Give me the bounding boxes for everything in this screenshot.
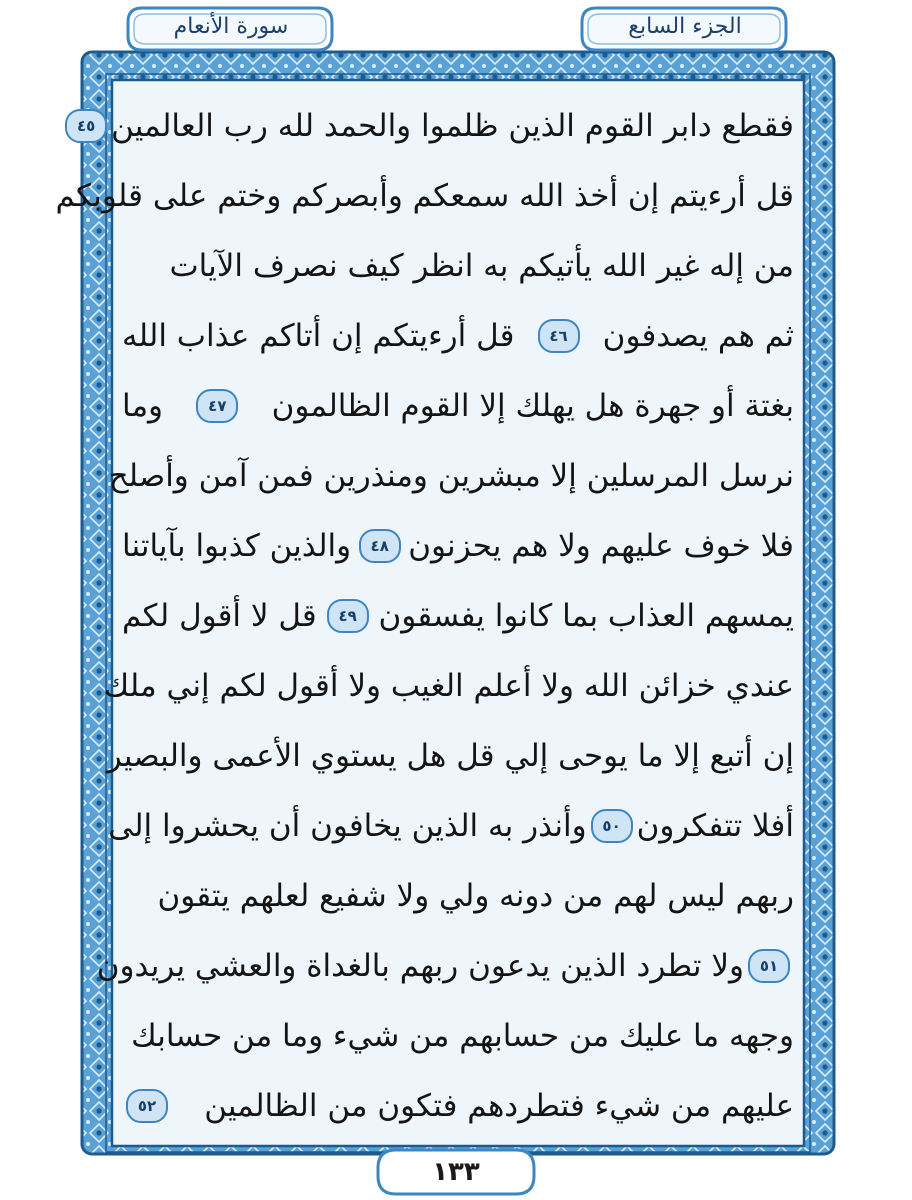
text-line <box>122 232 794 300</box>
verse-text: وأنذر به الذين يخافون أن يحشروا إلى <box>108 808 587 844</box>
text-line <box>108 792 794 860</box>
verse-text: أفلا تتفكرون <box>636 808 794 844</box>
verse-text: ربهم ليس لهم من دونه ولي ولا شفيع لعلهم يتقون <box>157 878 794 914</box>
text-line <box>103 652 794 720</box>
verse-text: إن أتبع إلا ما يوحى إلي قل هل يستوي الأعمى والبصير <box>106 738 794 774</box>
verse-text: وجهه ما عليك من حسابهم من شيء وما من حسابك <box>131 1018 794 1054</box>
verse-text: من إله غير الله يأتيكم به انظر كيف نصرف الآيات <box>169 248 794 284</box>
verse-text: نرسل المرسلين إلا مبشرين ومنذرين فمن آمن وأصلح <box>108 458 794 494</box>
surah-title: سورة الأنعام <box>173 14 289 39</box>
ayah-number-marker: ٤٥ <box>65 109 107 143</box>
text-line <box>122 582 794 650</box>
verse-text: عندي خزائن الله ولا أعلم الغيب ولا أقول لكم إني ملك <box>103 668 794 704</box>
text-line <box>122 1002 794 1070</box>
verse-text: قل لا أقول لكم <box>122 598 317 634</box>
ayah-number-marker: ٤٨ <box>359 529 401 563</box>
verse-text: قل أرءيتكم إن أتاكم عذاب الله <box>122 318 515 354</box>
ayah-number-marker: ٥٠ <box>591 809 633 843</box>
verse-text: عليهم من شيء فتطردهم فتكون من الظالمين <box>204 1088 794 1124</box>
text-line <box>122 512 794 580</box>
verse-text: والذين كذبوا بآياتنا <box>122 528 352 564</box>
verse-text: قل أرءيتم إن أخذ الله سمعكم وأبصركم وختم على قلوبكم <box>55 178 794 214</box>
ayah-number-marker: ٤٩ <box>327 599 369 633</box>
ayah-number-marker: ٥٢ <box>126 1089 168 1123</box>
text-line <box>122 862 794 930</box>
verse-text: فلا خوف عليهم ولا هم يحزنون <box>408 528 794 564</box>
text-line <box>122 372 794 440</box>
verse-text: ولا تطرد الذين يدعون ربهم بالغداة والعشي يريدون <box>96 948 744 984</box>
text-line <box>76 92 794 160</box>
juz-title: الجزء السابع <box>628 14 742 39</box>
page-number: ١٣٣ <box>432 1157 480 1187</box>
verse-text: فقطع دابر القوم الذين ظلموا والحمد لله رب العالمين <box>111 108 794 144</box>
text-line <box>106 722 794 790</box>
text-line <box>108 442 794 510</box>
verse-text: يمسهم العذاب بما كانوا يفسقون <box>378 598 794 634</box>
ayah-number-marker: ٥١ <box>748 949 790 983</box>
text-line <box>122 1072 794 1140</box>
quran-text-block <box>55 92 794 1142</box>
text-line <box>96 932 794 1000</box>
ayah-number-marker: ٤٧ <box>196 389 238 423</box>
verse-text: وما <box>122 388 164 424</box>
verse-text: بغتة أو جهرة هل يهلك إلا القوم الظالمون <box>271 388 794 424</box>
text-line <box>122 302 794 370</box>
ayah-number-marker: ٤٦ <box>538 319 580 353</box>
text-line <box>55 162 794 230</box>
verse-text: ثم هم يصدفون <box>602 318 794 354</box>
